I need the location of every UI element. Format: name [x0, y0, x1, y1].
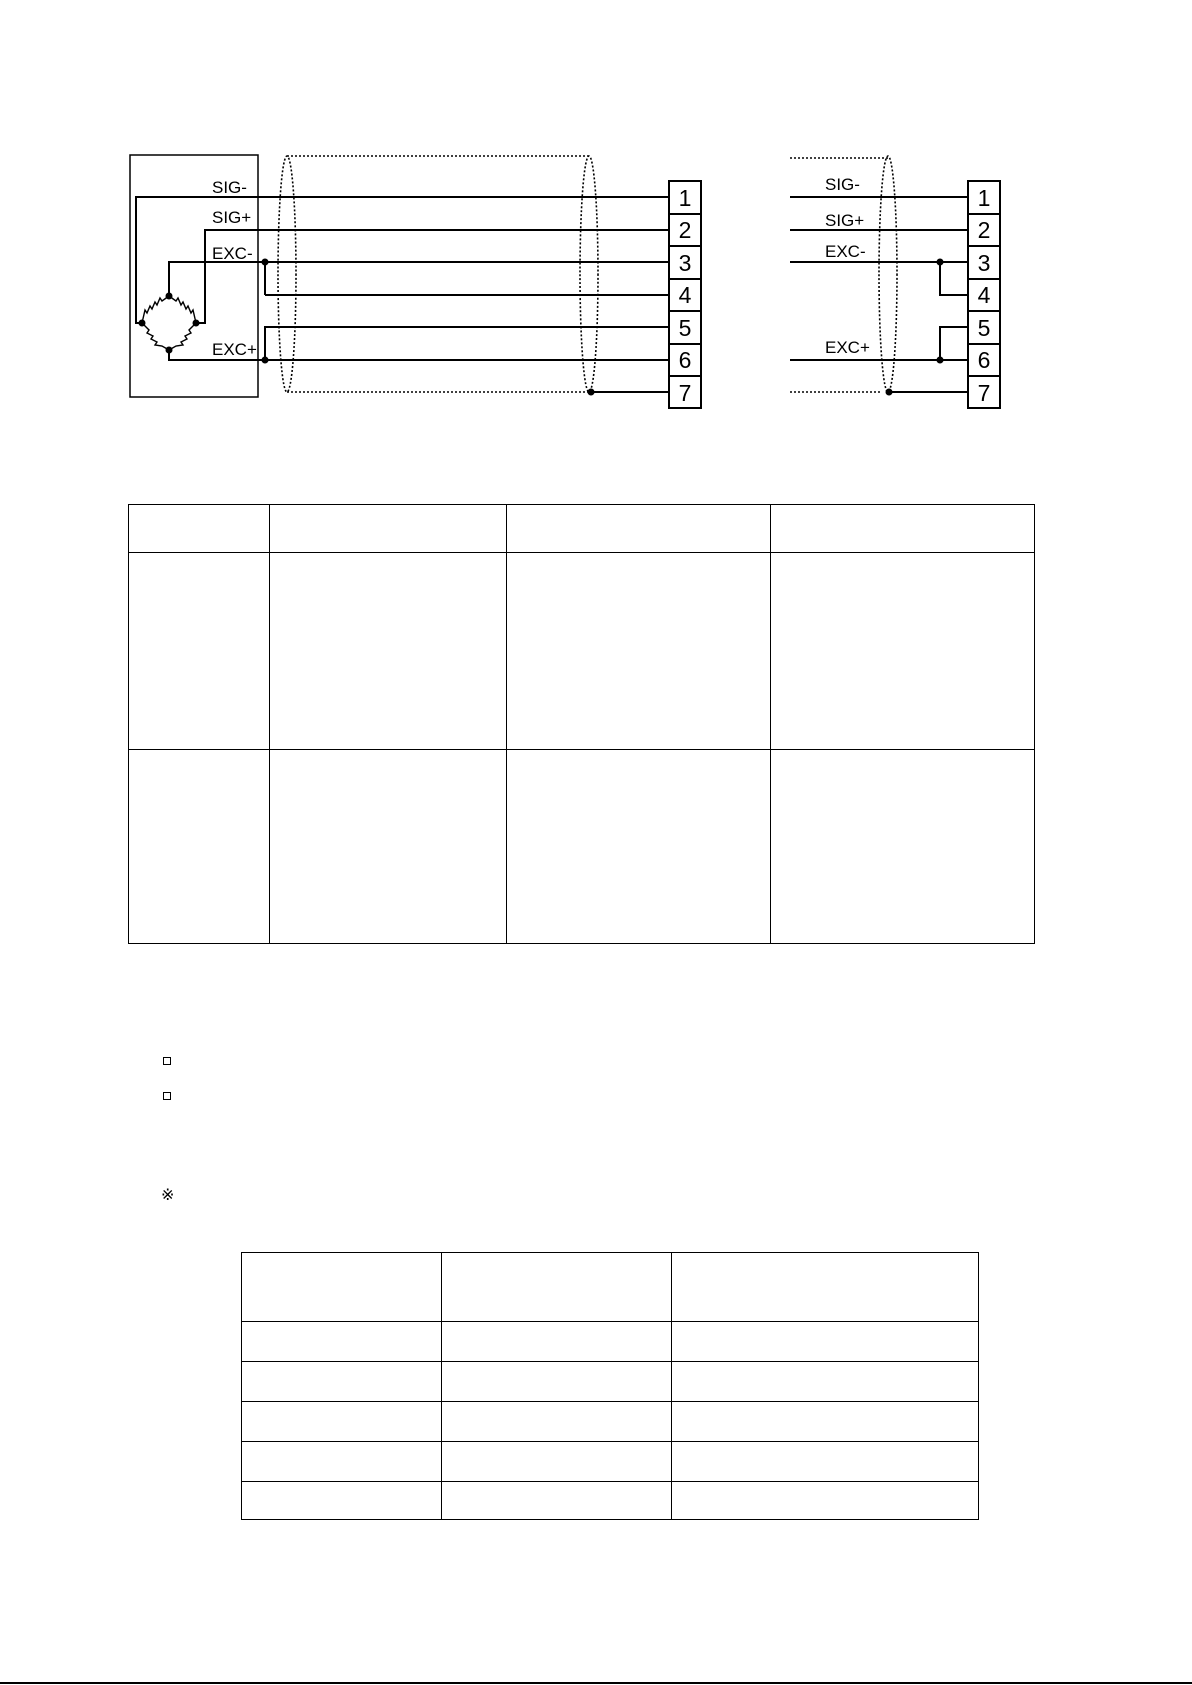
table-cell — [441, 1322, 672, 1362]
table-cell — [242, 1322, 442, 1362]
left-terminal-3: 3 — [678, 250, 692, 276]
table-cell — [506, 750, 771, 944]
right-label-sig-plus: SIG+ — [825, 211, 865, 230]
small-table — [241, 1252, 979, 1520]
table-row — [242, 1402, 979, 1442]
right-label-exc-plus: EXC+ — [825, 338, 870, 357]
table-row — [129, 750, 1035, 944]
right-terminal-1: 1 — [977, 185, 991, 211]
table-cell — [441, 1402, 672, 1442]
table-cell — [672, 1442, 979, 1482]
table-cell — [129, 505, 270, 553]
right-terminal-4: 4 — [977, 282, 991, 308]
left-label-exc-plus: EXC+ — [212, 340, 257, 359]
wheatstone-bridge — [142, 296, 196, 350]
table-cell — [441, 1362, 672, 1402]
bullet-marker — [163, 1092, 171, 1100]
left-label-sig-plus: SIG+ — [212, 208, 252, 227]
table-cell — [269, 750, 506, 944]
left-cable-shield — [278, 156, 598, 392]
table-row — [129, 553, 1035, 750]
right-label-exc-minus: EXC- — [825, 242, 866, 261]
table-cell — [672, 1402, 979, 1442]
right-label-sig-minus: SIG- — [825, 175, 860, 194]
table-cell — [269, 505, 506, 553]
left-terminal-5: 5 — [678, 315, 692, 341]
table-cell — [506, 505, 771, 553]
table-cell — [672, 1322, 979, 1362]
table-cell — [242, 1253, 442, 1322]
left-terminal-4: 4 — [678, 282, 692, 308]
left-label-exc-minus: EXC- — [212, 244, 253, 263]
reference-mark: ※ — [161, 1187, 175, 1204]
table-cell — [242, 1362, 442, 1402]
table-cell — [129, 553, 270, 750]
table-cell — [672, 1362, 979, 1402]
table-cell — [441, 1482, 672, 1520]
left-terminal-2: 2 — [678, 217, 692, 243]
table-cell — [441, 1442, 672, 1482]
table-row — [129, 505, 1035, 553]
table-cell — [771, 505, 1035, 553]
table-row — [242, 1362, 979, 1402]
table-cell — [771, 553, 1035, 750]
main-table — [128, 504, 1035, 944]
left-terminal-7: 7 — [678, 380, 692, 406]
left-terminal-6: 6 — [678, 347, 692, 373]
table-row — [242, 1482, 979, 1520]
table-row — [242, 1253, 979, 1322]
table-row — [242, 1322, 979, 1362]
table-cell — [506, 553, 771, 750]
right-terminal-5: 5 — [977, 315, 991, 341]
table-cell — [269, 553, 506, 750]
left-terminal-1: 1 — [678, 185, 692, 211]
right-terminal-3: 3 — [977, 250, 991, 276]
page-bottom-rule — [0, 1682, 1192, 1684]
table-cell — [672, 1482, 979, 1520]
table-cell — [441, 1253, 672, 1322]
table-cell — [242, 1482, 442, 1520]
right-terminal-6: 6 — [977, 347, 991, 373]
table-cell — [771, 750, 1035, 944]
table-cell — [129, 750, 270, 944]
wiring-diagram — [0, 0, 1192, 430]
right-terminal-2: 2 — [977, 217, 991, 243]
right-terminal-7: 7 — [977, 380, 991, 406]
bullet-marker — [163, 1057, 171, 1065]
table-cell — [672, 1253, 979, 1322]
table-row — [242, 1442, 979, 1482]
table-cell — [242, 1442, 442, 1482]
table-cell — [242, 1402, 442, 1442]
left-label-sig-minus: SIG- — [212, 178, 247, 197]
